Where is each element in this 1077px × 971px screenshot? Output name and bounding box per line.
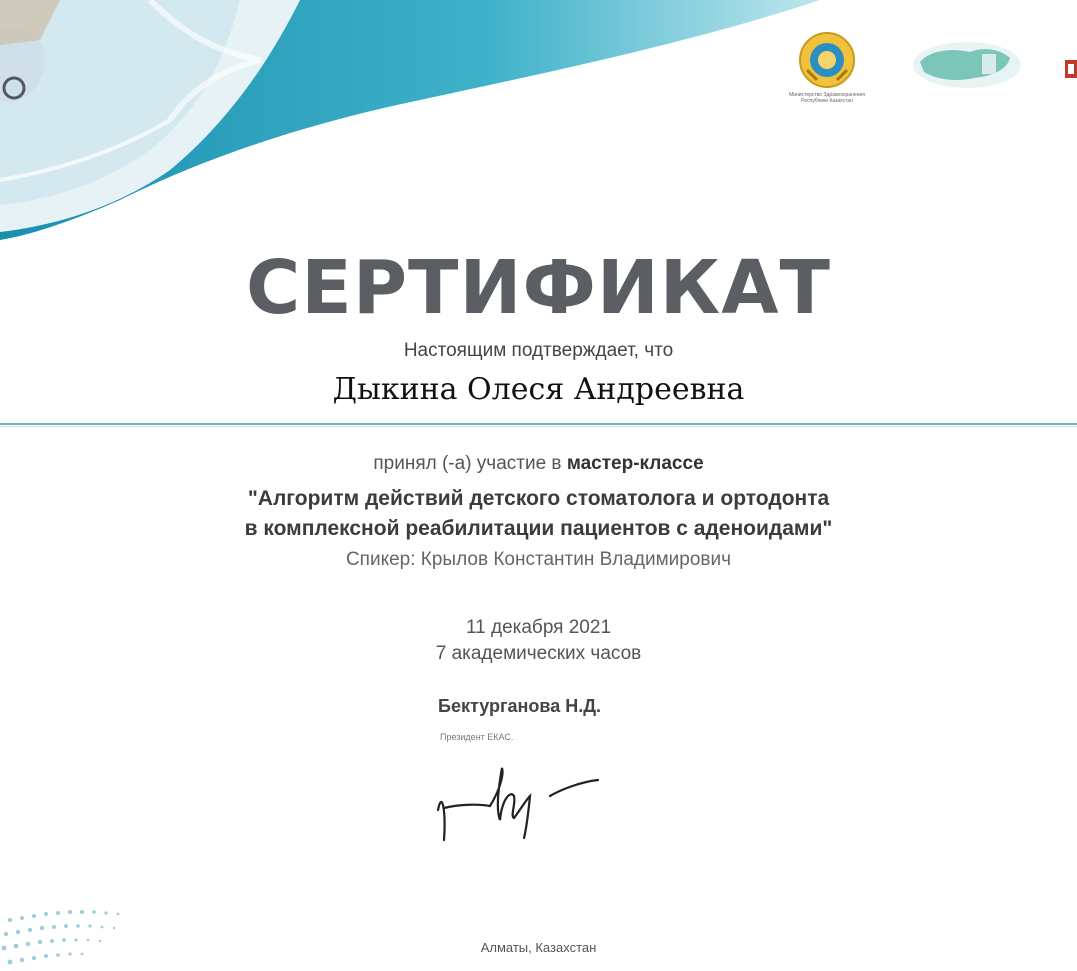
course-title-line-1: "Алгоритм действий детского стоматолога и ортодонта: [247, 487, 830, 510]
decorative-corner-art-icon: [0, 0, 820, 250]
speaker-text: Спикер: Крылов Константин Владимирович: [345, 549, 732, 570]
divider-line: [0, 423, 1077, 425]
emblem-caption: Министерство Здравоохранения Республики Казахстан: [789, 92, 865, 104]
signature-icon: [430, 760, 610, 850]
kazakhstan-emblem-icon: [797, 30, 857, 90]
signer-name: Бектурганова Н.Д.: [438, 696, 602, 716]
certificate-title: СЕРТИФИКАТ: [245, 245, 832, 331]
recipient-name: Дыкина Олеся Андреевна: [332, 372, 745, 407]
event-date: 11 декабря 2021: [465, 617, 612, 638]
course-title: [0, 484, 1077, 544]
confirmation-text: Настоящим подтверждает, что: [403, 340, 674, 361]
signer-role: Президент ЕКАС.: [440, 732, 514, 742]
decorative-dots-icon: [0, 900, 300, 971]
city-text: Алматы, Казахстан: [480, 940, 597, 955]
header-logos: [777, 30, 1077, 120]
participation-prefix: принял (-а) участие в: [373, 453, 567, 474]
course-title-line-2: в комплексной реабилитации пациентов с аденоидами": [244, 517, 833, 540]
participation-text: [0, 453, 1077, 475]
academic-hours: 7 академических часов: [435, 643, 642, 664]
participation-event: мастер-классе: [566, 453, 704, 474]
divider-line-shadow: [0, 426, 1077, 427]
kazakhstan-map-icon: [912, 40, 1022, 90]
partner-logo-icon: [1063, 58, 1077, 80]
